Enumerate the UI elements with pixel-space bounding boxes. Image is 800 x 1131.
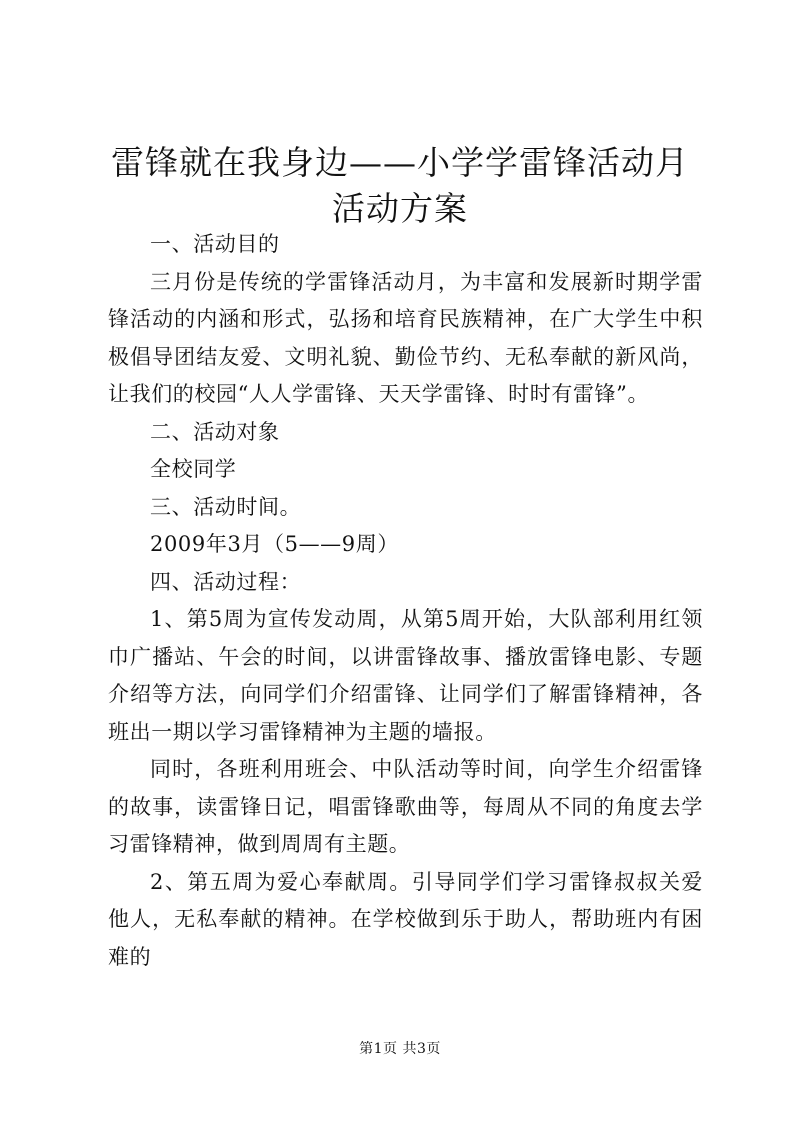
- process-paragraph-1: 1、第5周为宣传发动周，从第5周开始，大队部利用红领巾广播站、午会的时间，以讲雷锋故事、播放雷锋电影、专题介绍等方法，向同学们介绍雷锋、让同学们了解雷锋精神，各班出一期以学习雷锋精神为主题的墙报。: [108, 607, 703, 744]
- process-paragraph-3: 2、第五周为爱心奉献周。引导同学们学习雷锋叔叔关爱他人，无私奉献的精神。在学校做到乐于助人，帮助班内有困难的: [108, 869, 703, 969]
- purpose-paragraph: 三月份是传统的学雷锋活动月，为丰富和发展新时期学雷锋活动的内涵和形式，弘扬和培育民族精神，在广大学生中积极倡导团结友爱、文明礼貌、勤俭节约、无私奉献的新风尚，让我们的校园“人人学雷锋、天天学雷锋、时时有雷锋”。: [108, 269, 703, 406]
- process-paragraph-2: 同时，各班利用班会、中队活动等时间，向学生介绍雷锋的故事，读雷锋日记，唱雷锋歌曲等，每周从不同的角度去学习雷锋精神，做到周周有主题。: [108, 757, 703, 856]
- document-title: 雷锋就在我身边——小学学雷锋活动月活动方案: [111, 143, 689, 228]
- document-body: [108, 226, 703, 976]
- section-heading-time: 三、活动时间。: [150, 494, 302, 519]
- section-heading-process: 四、活动过程：: [150, 569, 302, 594]
- time-paragraph: 2009年3月（5——9周）: [150, 532, 399, 556]
- target-paragraph: 全校同学: [150, 457, 237, 481]
- section-heading-purpose: 一、活动目的: [150, 232, 280, 256]
- section-heading-target: 二、活动对象: [150, 419, 280, 444]
- page-number: 第1页 共3页: [359, 1041, 441, 1057]
